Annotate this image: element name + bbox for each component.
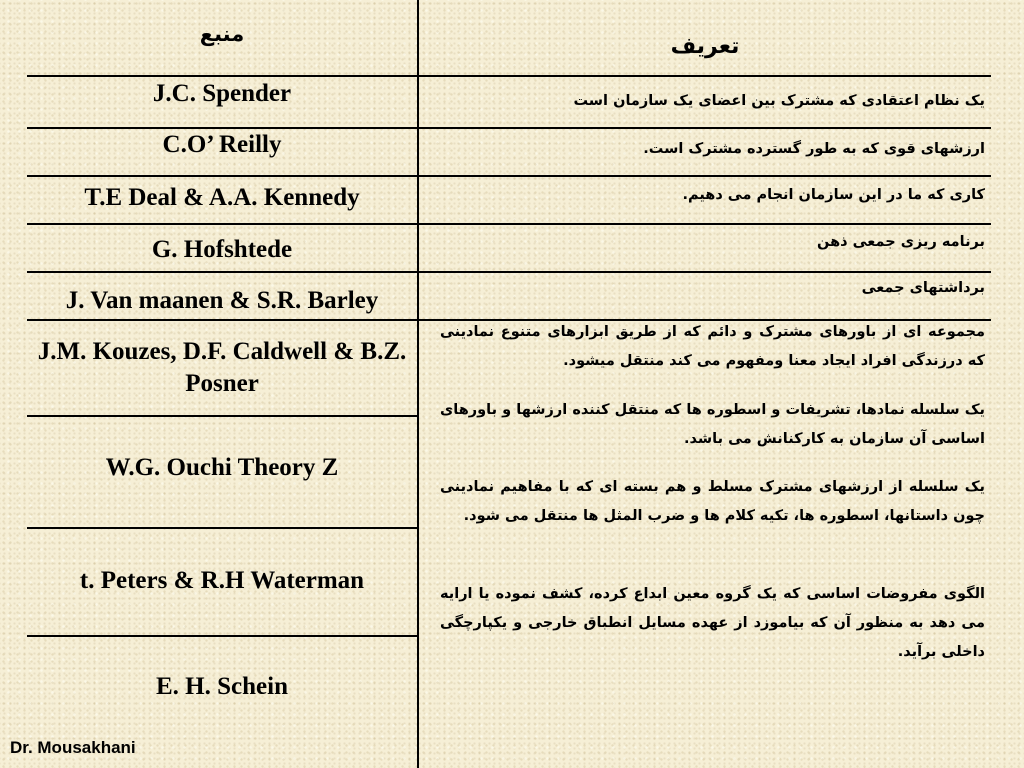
row-divider bbox=[419, 127, 991, 129]
definition-cell: یک سلسله از ارزشهای مشترک مسلط و هم بسته ای که با مفاهیم نمادینی چون داستانها، اسطوره ها، تکیه کلام ها و ضرب المثل ها منتقل می شود. bbox=[440, 479, 985, 524]
source-cell: G. Hofshtede bbox=[151, 236, 293, 263]
source-cell: T.E Deal & A.A. Kennedy bbox=[84, 184, 360, 211]
source-cell: W.G. Ouchi Theory Z bbox=[105, 454, 339, 481]
source-cell: t. Peters & R.H Waterman bbox=[79, 567, 365, 594]
definition-cell: ارزشهای قوی که به طور گسترده مشترک است. bbox=[643, 141, 985, 157]
definition-cell: کاری که ما در این سازمان انجام می دهیم. bbox=[682, 187, 985, 203]
author-footer: Dr. Mousakhani bbox=[10, 738, 136, 757]
row-divider bbox=[27, 635, 418, 637]
row-divider bbox=[419, 223, 991, 225]
row-divider bbox=[27, 75, 418, 77]
definition-cell: برداشتهای جمعی bbox=[861, 280, 985, 296]
definition-cell: برنامه ریزی جمعی ذهن bbox=[817, 234, 985, 250]
row-divider bbox=[27, 223, 418, 225]
definition-cell: یک سلسله نمادها، تشریفات و اسطوره ها که منتقل کننده ارزشها و باورهای اساسی آن سازمان به کارکنانش می باشد. bbox=[440, 402, 985, 447]
source-cell: C.O’ Reilly bbox=[162, 131, 282, 158]
source-cell: J.C. Spender bbox=[152, 80, 292, 107]
definition-cell: یک نظام اعتقادی که مشترک بین اعضای یک سازمان است bbox=[573, 93, 985, 109]
row-divider bbox=[419, 75, 991, 77]
source-cell: E. H. Schein bbox=[156, 673, 288, 700]
source-column-header: منبع bbox=[199, 22, 245, 46]
row-divider bbox=[27, 175, 418, 177]
row-divider bbox=[419, 175, 991, 177]
column-divider bbox=[417, 0, 419, 768]
row-divider bbox=[27, 527, 418, 529]
row-divider bbox=[27, 415, 418, 417]
source-cell: J.M. Kouzes, D.F. Caldwell & B.Z. Posner bbox=[37, 338, 407, 397]
definition-column-header: تعریف bbox=[670, 34, 740, 59]
row-divider bbox=[27, 271, 418, 273]
row-divider bbox=[27, 319, 418, 321]
definition-cell: الگوی مفروضات اساسی که یک گروه معین ابداع کرده، کشف نموده یا ارایه می دهد به منظور آن که بیاموزد از عهده مسایل انطباق خارجی و یکپارچگی داخلی برآید. bbox=[440, 586, 985, 660]
source-cell: J. Van maanen & S.R. Barley bbox=[65, 287, 379, 314]
row-divider bbox=[419, 271, 991, 273]
definition-cell: مجموعه ای از باورهای مشترک و دائم که از طریق ابزارهای متنوع نمادینی که درزندگی افراد ایجاد معنا ومفهوم می کند منتقل میشود. bbox=[440, 324, 985, 369]
